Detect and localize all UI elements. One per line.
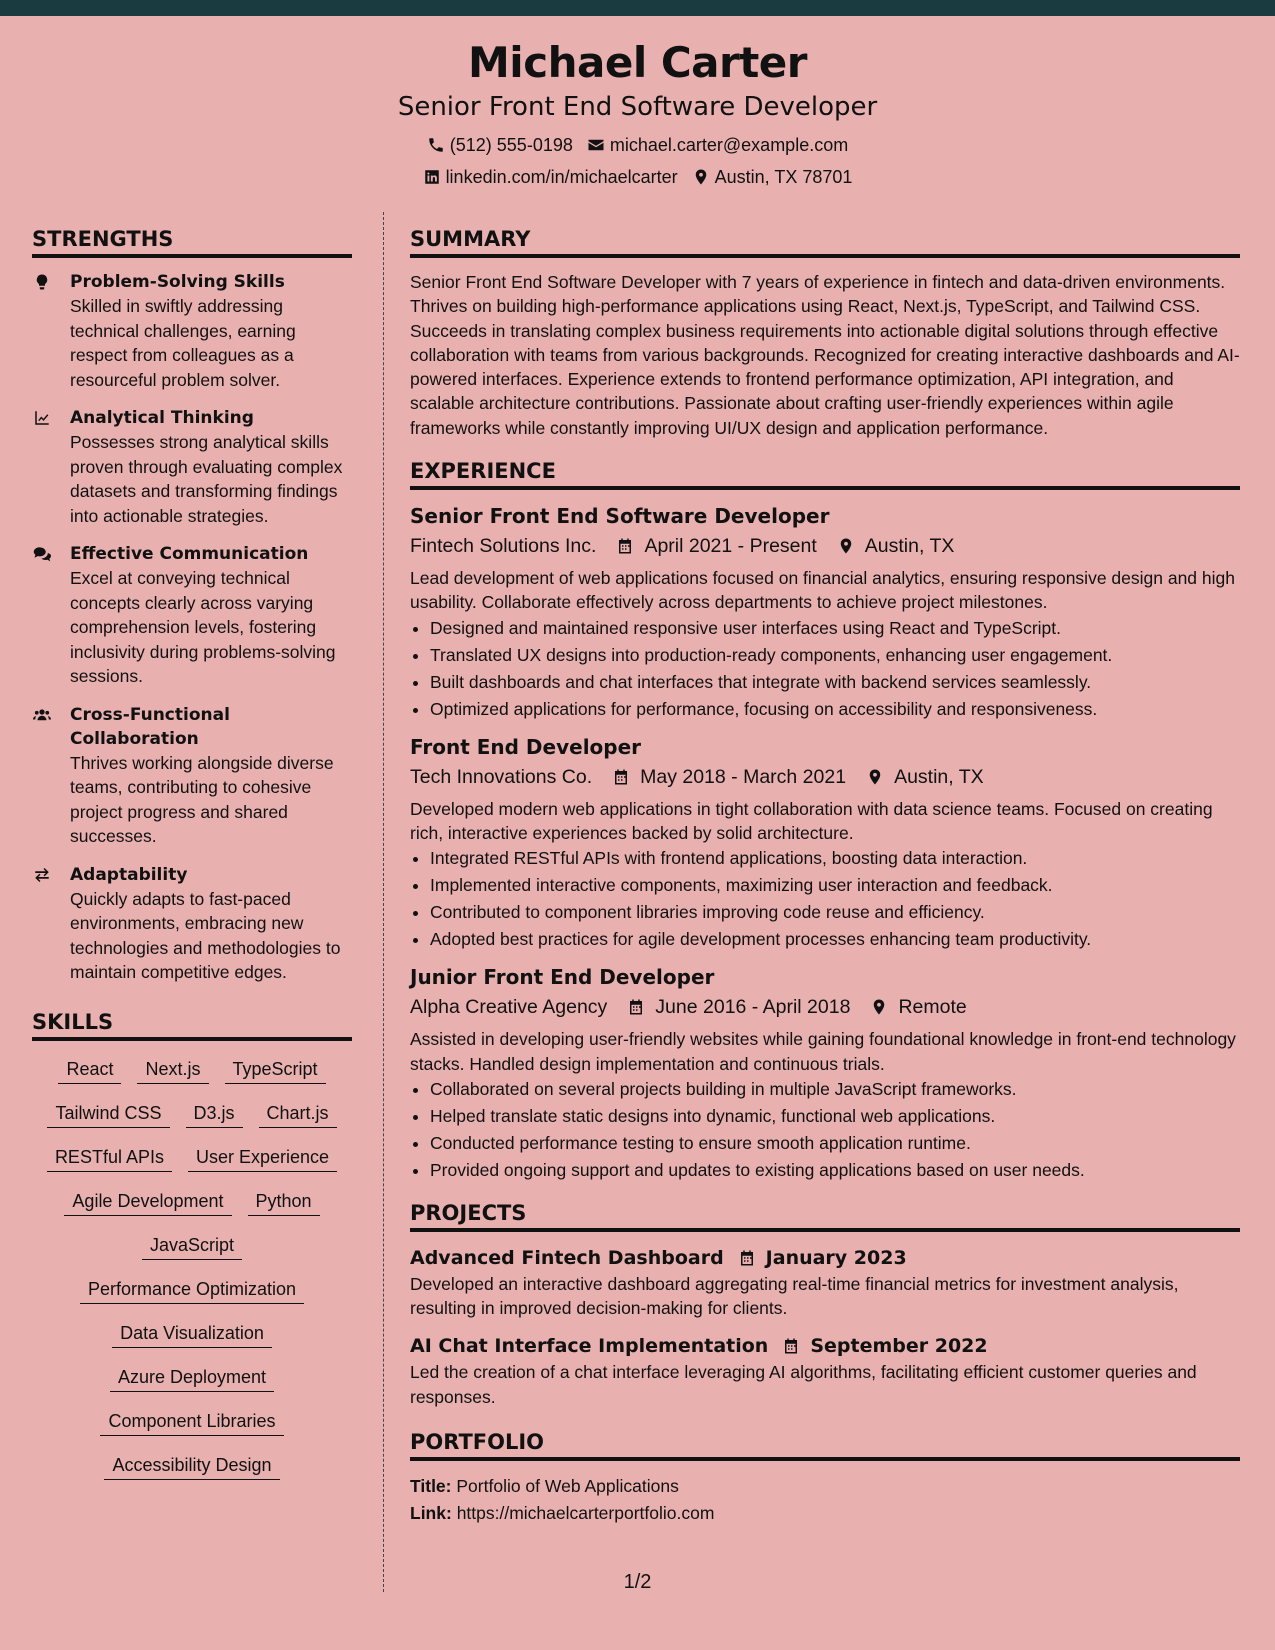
strength-title: Adaptability [70, 864, 188, 885]
strength-item [32, 270, 352, 392]
map-marker-icon [866, 767, 884, 787]
column-divider [383, 212, 384, 1592]
strength-desc: Skilled in swiftly addressing technical challenges, earning respect from colleagues as a resourceful problem solver. [70, 296, 296, 390]
skill-row [38, 1409, 346, 1436]
map-marker-icon [837, 536, 855, 556]
strength-desc: Quickly adapts to fast-paced environments, embracing new technologies and methodologies to maintain competitive edges. [70, 888, 341, 982]
job-company: Alpha Creative Agency [410, 996, 608, 1019]
experience-heading: EXPERIENCE [410, 456, 1240, 490]
job-bullet: • Provided ongoing support and updates to existing applications based on user needs. [430, 1157, 1240, 1184]
location-contact [692, 166, 853, 188]
location-text: Austin, TX 78701 [714, 167, 853, 187]
skill-row [38, 1277, 346, 1304]
project-description: Developed an interactive dashboard aggregating real-time financial metrics for investment analysis, resulting in improved decision-making for clients. [410, 1273, 1179, 1319]
portfolio-link-line [410, 1500, 1240, 1527]
job-location: Austin, TX [864, 535, 955, 558]
job-dates: May 2018 - March 2021 [640, 765, 847, 788]
job-bullets [410, 845, 1240, 953]
candidate-name: Michael Carter [468, 38, 807, 87]
contact-row-1 [0, 134, 1275, 156]
skill-tag: Agile Development [64, 1189, 231, 1216]
job-bullet: • Integrated RESTful APIs with frontend applications, boosting data interaction. [430, 845, 1240, 872]
map-marker-icon [870, 997, 888, 1017]
skill-tag: Data Visualization [112, 1321, 272, 1348]
phone-text: (512) 555-0198 [449, 135, 573, 155]
skill-tag: Tailwind CSS [47, 1101, 169, 1128]
project-date: September 2022 [810, 1335, 988, 1358]
job-bullet: • Conducted performance testing to ensure smooth application runtime. [430, 1130, 1240, 1157]
project-title-row [410, 1244, 1240, 1272]
skill-tag: RESTful APIs [47, 1145, 172, 1172]
email-contact[interactable] [587, 134, 848, 156]
job-entry [410, 963, 1240, 1184]
strength-title: Effective Communication [70, 544, 309, 564]
job-title: Junior Front End Developer [410, 965, 715, 990]
job-description: Lead development of web applications focused on financial analytics, ensuring responsive design and high usability. Collaborate effectively across departments to achieve project milestones. [410, 568, 1235, 613]
job-bullet: • Optimized applications for performance, focusing on accessibility and responsiveness. [430, 696, 1240, 723]
phone-icon [427, 136, 445, 154]
skill-tag: TypeScript [225, 1057, 326, 1084]
resume-header [0, 36, 1275, 188]
skill-row [38, 1453, 346, 1480]
portfolio-title-value: Portfolio of Web Applications [456, 1476, 679, 1497]
contact-row-2 [0, 166, 1275, 188]
skill-row [38, 1365, 346, 1392]
comments-icon [32, 545, 52, 563]
map-marker-icon [692, 168, 710, 186]
job-meta [410, 532, 1240, 560]
strength-desc: Excel at conveying technical concepts clearly across varying comprehension levels, fostering inclusivity during problems-solving sessions. [70, 568, 336, 686]
projects-heading: PROJECTS [410, 1198, 1240, 1232]
strengths-heading: STRENGTHS [32, 224, 352, 258]
calendar-icon [616, 536, 634, 556]
skill-tag: React [58, 1057, 121, 1084]
portfolio-link-label: Link: [410, 1503, 452, 1524]
job-bullet: • Designed and maintained responsive user interfaces using React and TypeScript. [430, 615, 1240, 642]
job-description: Assisted in developing user-friendly websites while gaining foundational knowledge in front-end technology stacks. Handled design implementation and continuous trials. [410, 1029, 1236, 1074]
job-description: Developed modern web applications in tight collaboration with data science teams. Focused on creating rich, interactive experiences backed by solid architecture. [410, 798, 1213, 843]
lightbulb-icon [32, 273, 52, 291]
strength-item [32, 703, 352, 849]
chart-line-icon [32, 409, 52, 427]
job-bullet: • Adopted best practices for agile development processes enhancing team productivity. [430, 926, 1240, 953]
job-entry [410, 733, 1240, 954]
calendar-icon [738, 1248, 756, 1268]
job-bullets [410, 615, 1240, 723]
summary-text: Senior Front End Software Developer with 7 years of experience in fintech and data-driven environments. Thrives on building high-performance applications using React, Next.js, TypeScript, and Tailwind CSS. Succeeds in translating complex business requirements into actionable digital solutions through effective collaboration with teams from various backgrounds. Recognized for creating interactive dashboards and AI-powered interfaces. Experience extends to frontend performance optimization, API integration, and scalable architecture contributions. Passionate about crafting user-friendly experiences within agile frameworks while constantly improving UI/UX design and application performance. [410, 272, 1240, 438]
linkedin-icon [423, 168, 441, 186]
skill-tag: User Experience [188, 1145, 337, 1172]
skill-tag: Accessibility Design [104, 1453, 279, 1480]
left-column [32, 224, 352, 1480]
portfolio-link[interactable]: https://michaelcarterportfolio.com [456, 1503, 715, 1524]
skill-tag: Python [248, 1189, 320, 1216]
strength-desc: Possesses strong analytical skills proven through evaluating complex datasets and transforming findings into actionable strategies. [70, 432, 343, 526]
top-color-bar [0, 0, 1275, 16]
email-text[interactable]: michael.carter@example.com [609, 135, 849, 155]
skill-tag: Chart.js [259, 1101, 337, 1128]
project-title: AI Chat Interface Implementation [410, 1335, 769, 1358]
right-column [410, 224, 1240, 1527]
exchange-icon [32, 866, 52, 884]
job-bullet: • Translated UX designs into production-ready components, enhancing user engagement. [430, 642, 1240, 669]
skills-heading: SKILLS [32, 1007, 352, 1041]
project-title: Advanced Fintech Dashboard [410, 1246, 724, 1269]
skill-tag: Performance Optimization [80, 1277, 304, 1304]
job-bullet: • Contributed to component libraries improving code reuse and efficiency. [430, 899, 1240, 926]
job-bullet: • Implemented interactive components, maximizing user interaction and feedback. [430, 872, 1240, 899]
portfolio-heading: PORTFOLIO [410, 1427, 1240, 1461]
users-icon [32, 706, 52, 724]
linkedin-text[interactable]: linkedin.com/in/michaelcarter [445, 167, 678, 187]
strength-title: Analytical Thinking [70, 408, 254, 428]
job-entry [410, 502, 1240, 723]
job-company: Fintech Solutions Inc. [410, 535, 597, 558]
strength-item [32, 863, 352, 985]
project-date: January 2023 [765, 1246, 907, 1269]
job-bullet: • Helped translate static designs into dynamic, functional web applications. [430, 1103, 1240, 1130]
job-bullet: • Collaborated on several projects building in multiple JavaScript frameworks. [430, 1076, 1240, 1103]
project-description: Led the creation of a chat interface leveraging AI algorithms, facilitating efficient customer queries and responses. [410, 1362, 1197, 1407]
job-bullets [410, 1076, 1240, 1184]
strength-title: Cross-Functional Collaboration [70, 704, 230, 749]
calendar-icon [612, 767, 630, 787]
skill-tag: Next.js [137, 1057, 208, 1084]
portfolio-title-line [410, 1473, 1240, 1500]
envelope-icon [587, 136, 605, 154]
candidate-title: Senior Front End Software Developer [397, 92, 878, 122]
linkedin-contact[interactable] [423, 166, 678, 188]
page-number: 1/2 [623, 1571, 652, 1593]
portfolio-title-label: Title: [410, 1476, 452, 1497]
skill-tag: Component Libraries [100, 1409, 283, 1436]
job-location: Austin, TX [894, 765, 984, 788]
strength-desc: Thrives working alongside diverse teams, contributing to cohesive project progress and shared successes. [70, 752, 334, 846]
job-dates: April 2021 - Present [644, 535, 817, 558]
skill-row [38, 1321, 346, 1348]
job-meta [410, 763, 1240, 791]
calendar-icon [627, 997, 645, 1017]
job-location: Remote [898, 996, 967, 1019]
calendar-icon [782, 1336, 800, 1356]
skills-list [32, 1057, 352, 1480]
skill-row [38, 1233, 346, 1260]
job-dates: June 2016 - April 2018 [655, 996, 851, 1019]
strength-item [32, 542, 352, 689]
job-title: Senior Front End Software Developer [410, 504, 830, 529]
strength-item [32, 406, 352, 528]
skill-tag: Azure Deployment [110, 1365, 274, 1392]
job-title: Front End Developer [410, 734, 642, 759]
skill-tag: D3.js [186, 1101, 243, 1128]
project-title-row [410, 1332, 1240, 1360]
phone-contact [427, 134, 573, 156]
job-bullet: • Built dashboards and chat interfaces that integrate with backend services seamlessly. [430, 669, 1240, 696]
skill-tag: JavaScript [142, 1233, 242, 1260]
job-meta [410, 993, 1240, 1021]
summary-heading: SUMMARY [410, 224, 1240, 258]
job-company: Tech Innovations Co. [410, 765, 593, 788]
strength-title: Problem-Solving Skills [70, 272, 285, 292]
